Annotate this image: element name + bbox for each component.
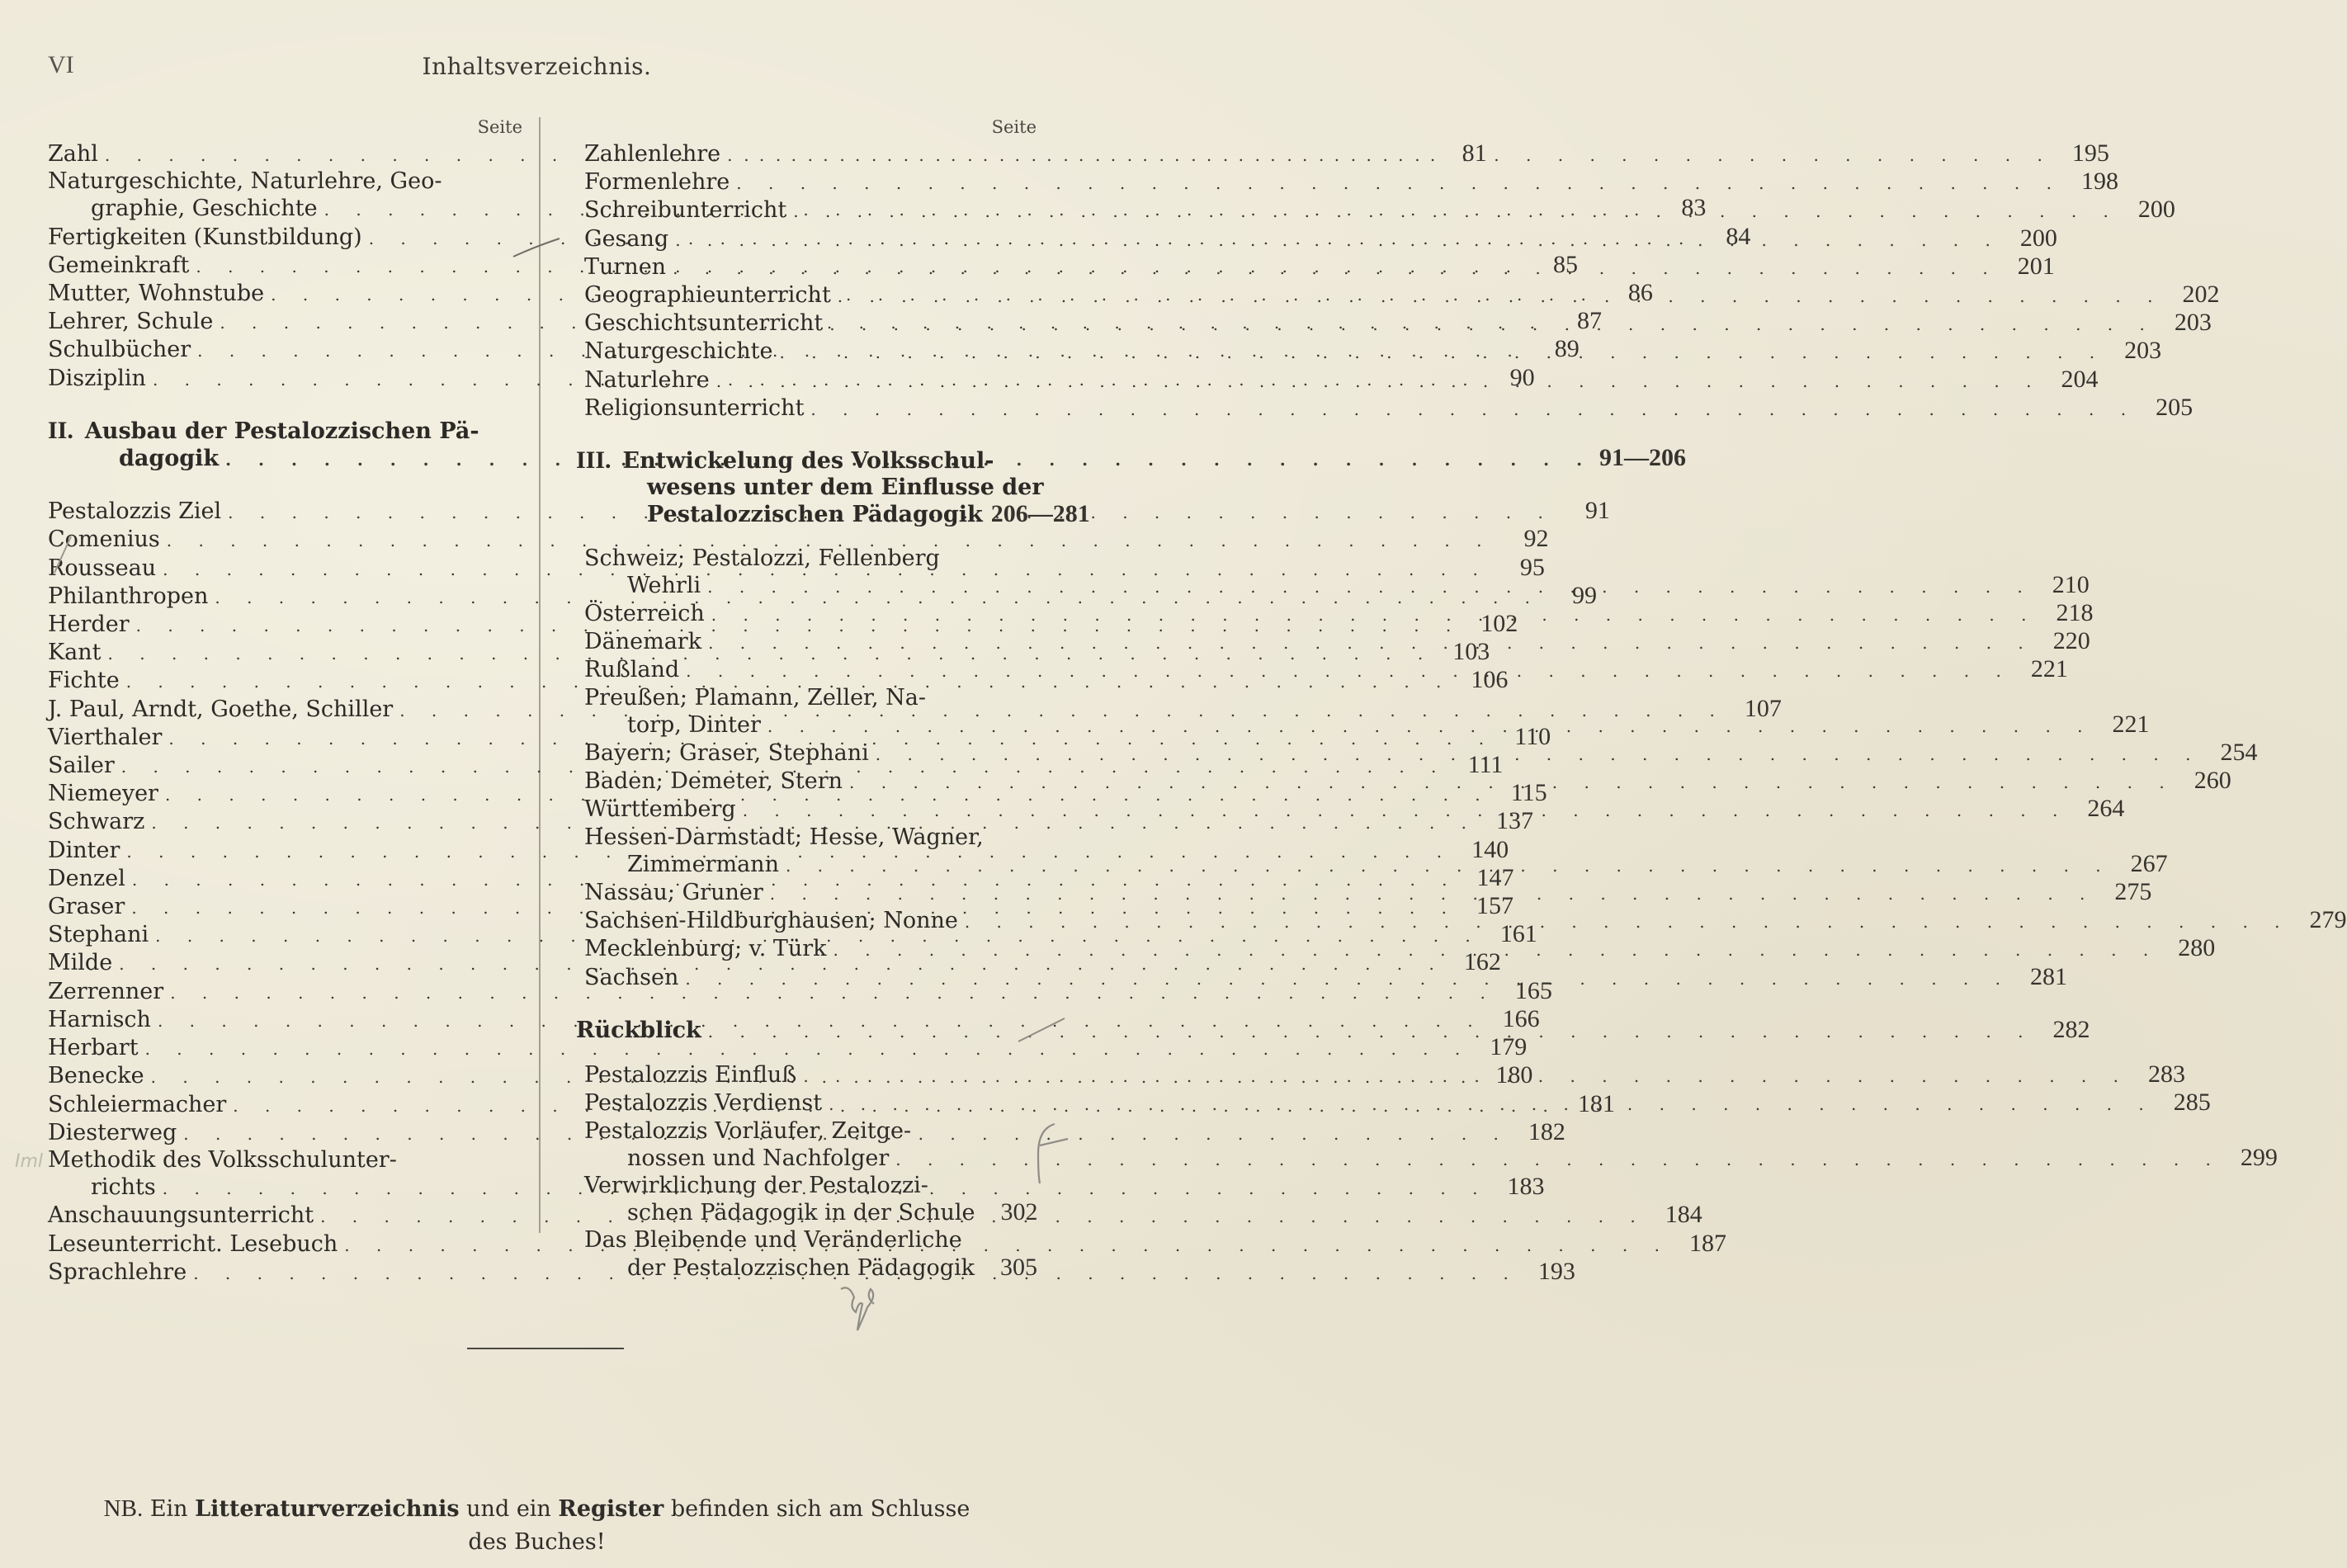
entry-page: 218 bbox=[2056, 599, 2094, 627]
entry-page: 147 bbox=[1476, 863, 1514, 891]
entry-title: Fichte bbox=[48, 668, 120, 694]
entry-page: 84 bbox=[1726, 222, 1751, 250]
entry-title: Bayern; Graser, Stephani bbox=[584, 740, 869, 767]
pencil-note-left: Iml bbox=[15, 1151, 44, 1172]
entry-title: Naturlehre bbox=[584, 366, 710, 393]
entry-page: 180 bbox=[1495, 1061, 1533, 1089]
entry-title-continuation: der Pestalozzischen Pädagogik bbox=[627, 1254, 975, 1281]
entry-title: Zerrenner bbox=[48, 978, 164, 1004]
section-title-line2: wesens unter dem Einflusse der bbox=[647, 475, 1044, 501]
note-text: befinden sich am Schlusse bbox=[670, 1496, 970, 1522]
horizontal-rule bbox=[467, 1348, 624, 1349]
entry-title: Kant bbox=[48, 640, 102, 666]
entry-title: Leseunterricht. Lesebuch bbox=[48, 1230, 338, 1257]
seite-label: Seite bbox=[991, 117, 1037, 137]
entry-title: Österreich bbox=[584, 601, 705, 627]
entry-page: 110 bbox=[1514, 722, 1551, 750]
running-title: Inhaltsverzeichnis. bbox=[422, 53, 652, 80]
entry-page: 280 bbox=[2178, 934, 2216, 962]
section-title-line3: Pestalozzischen Pädagogik bbox=[647, 502, 983, 528]
entry-page: 91 bbox=[1584, 497, 1610, 525]
entry-title: Herbart bbox=[48, 1035, 139, 1061]
entry-page: 184 bbox=[1665, 1201, 1702, 1229]
entry-page: 202 bbox=[2182, 281, 2220, 309]
note-line2: des Buches! bbox=[468, 1529, 606, 1555]
entry-page: 183 bbox=[1507, 1173, 1545, 1201]
note-text: und ein bbox=[466, 1496, 551, 1522]
note-text: Ein bbox=[149, 1496, 188, 1522]
entry-page: 260 bbox=[2194, 767, 2231, 795]
entry-title: Sailer bbox=[48, 753, 115, 779]
section-title: Entwickelung des Volksschul- bbox=[622, 448, 994, 475]
footer-note bbox=[0, 1492, 1074, 1559]
entry-page: 162 bbox=[1463, 948, 1501, 976]
entry-page: 89 bbox=[1554, 335, 1580, 363]
entry-page: 195 bbox=[2071, 139, 2109, 167]
entry-title: Pestalozzis Einfluß bbox=[584, 1062, 797, 1089]
dot-leader bbox=[965, 909, 2291, 935]
entry-page: 137 bbox=[1496, 807, 1534, 835]
dot-leader bbox=[876, 741, 2202, 767]
dot-leader bbox=[707, 574, 2033, 600]
entry-page: 157 bbox=[1476, 892, 1514, 920]
entry-page: 299 bbox=[2240, 1143, 2278, 1171]
entry-title: Schleiermacher bbox=[48, 1091, 227, 1117]
entry-title: Graser bbox=[48, 894, 125, 920]
entry-page: 193 bbox=[1537, 1257, 1575, 1285]
entry-title: Das Bleibende und Veränderliche bbox=[584, 1227, 962, 1254]
entry-title: Herder bbox=[48, 612, 130, 638]
entry-page: 95 bbox=[1519, 553, 1545, 581]
entry-page: 181 bbox=[1577, 1089, 1615, 1117]
dot-leader bbox=[708, 630, 2034, 656]
seite-label: Seite bbox=[477, 117, 522, 137]
entry-page: 81 bbox=[1462, 139, 1487, 167]
dot-leader bbox=[685, 966, 2011, 992]
entry-page: 264 bbox=[2087, 795, 2125, 823]
entry-page: 201 bbox=[2017, 252, 2055, 280]
dot-leader bbox=[786, 852, 2112, 879]
entry-title: Methodik des Volksschulunter- bbox=[48, 1146, 397, 1173]
pencil-scribble-icon bbox=[838, 1279, 887, 1337]
entry-title: Naturgeschichte bbox=[584, 338, 773, 365]
dot-leader bbox=[895, 1146, 2222, 1173]
dot-leader bbox=[675, 227, 2001, 253]
entry-title: Gesang bbox=[584, 225, 669, 252]
entry-page: 102 bbox=[1480, 610, 1518, 638]
entry-title-continuation: Zimmermann bbox=[627, 851, 779, 877]
entry-title-continuation: graphie, Geschichte bbox=[91, 196, 318, 222]
entry-title: Stephani bbox=[48, 922, 149, 948]
entry-title: Comenius bbox=[48, 527, 160, 553]
entry-title: Sachsen-Hildburghausen; Nonne bbox=[584, 908, 958, 934]
section-title: Rückblick bbox=[576, 1017, 701, 1043]
entry-title: Württemberg bbox=[584, 796, 736, 823]
entry-title: Gemeinkraft bbox=[48, 252, 190, 278]
entry-title: Vierthaler bbox=[48, 724, 163, 750]
entry-title: Geschichtsunterricht bbox=[584, 310, 824, 337]
dot-leader bbox=[829, 311, 2156, 338]
entry-page: 205 bbox=[2156, 393, 2194, 421]
entry-page: 161 bbox=[1499, 920, 1537, 948]
entry-title: Verwirklichung der Pestalozzi- bbox=[584, 1172, 928, 1198]
entry-title: Denzel bbox=[48, 865, 125, 891]
entry-page: 203 bbox=[2124, 337, 2162, 365]
entry-page: 281 bbox=[2030, 962, 2067, 990]
entry-page: 279 bbox=[2309, 906, 2347, 934]
entry-title-continuation: richts bbox=[91, 1174, 156, 1201]
toc-entry[interactable] bbox=[584, 1227, 1037, 1282]
pencil-tick-icon bbox=[1017, 1017, 1066, 1046]
entry-page: 106 bbox=[1471, 666, 1509, 694]
entry-title: J. Paul, Arndt, Goethe, Schiller bbox=[48, 696, 394, 722]
page-number: VI bbox=[48, 51, 74, 78]
dot-leader bbox=[838, 283, 2164, 309]
entry-title: Schweiz; Pestalozzi, Fellenberg bbox=[584, 545, 940, 571]
dot-leader bbox=[833, 937, 2160, 963]
entry-page: 86 bbox=[1627, 279, 1653, 307]
toc-entry[interactable] bbox=[48, 1033, 1528, 1062]
entry-title: Disziplin bbox=[48, 365, 146, 391]
entry-page: 107 bbox=[1744, 694, 1782, 722]
dot-leader bbox=[779, 339, 2105, 366]
entry-page: 165 bbox=[1514, 976, 1552, 1004]
page-range: 91—206 bbox=[1599, 444, 1687, 472]
dot-leader bbox=[770, 881, 2096, 907]
section-heading-iii[interactable] bbox=[576, 446, 1090, 529]
section-title: Ausbau der Pestalozzischen Pä- bbox=[84, 418, 479, 444]
entry-page: 267 bbox=[2130, 849, 2168, 877]
entry-title-continuation: nossen und Nachfolger bbox=[627, 1145, 890, 1171]
entry-page: 210 bbox=[2052, 570, 2090, 598]
entry-page: 198 bbox=[2080, 168, 2118, 196]
entry-title: Formenlehre bbox=[584, 169, 730, 196]
entry-page: 203 bbox=[2174, 309, 2212, 337]
entry-title: Schreibunterricht bbox=[584, 197, 787, 224]
entry-title: Pestalozzis Verdienst bbox=[584, 1090, 823, 1117]
entry-title: Dinter bbox=[48, 837, 120, 863]
page-number: 282 bbox=[2052, 1015, 2090, 1043]
pencil-slash-icon bbox=[50, 535, 74, 576]
entry-page: 200 bbox=[2137, 196, 2175, 224]
entry-page: 221 bbox=[2030, 655, 2068, 683]
note-bold-register: Register bbox=[558, 1496, 664, 1522]
pencil-bracket-icon bbox=[1030, 1121, 1071, 1187]
dot-leader bbox=[743, 797, 2069, 824]
entry-page: 283 bbox=[2148, 1060, 2185, 1089]
entry-page: 204 bbox=[2061, 365, 2099, 393]
entry-page: 179 bbox=[1490, 1033, 1528, 1061]
entry-title: Fertigkeiten (Kunstbildung) bbox=[48, 224, 362, 250]
dot-leader bbox=[810, 396, 2137, 423]
entry-page: 99 bbox=[1572, 581, 1598, 609]
dot-leader bbox=[767, 713, 2094, 739]
entry-title-continuation: schen Pädagogik in der Schule bbox=[627, 1200, 975, 1226]
entry-title: Niemeyer bbox=[48, 781, 158, 807]
entry-page: 302 bbox=[1000, 1198, 1038, 1226]
pencil-tick-icon bbox=[512, 235, 561, 260]
entry-page: 87 bbox=[1576, 307, 1602, 335]
dot-leader bbox=[711, 602, 2038, 628]
dot-leader bbox=[736, 170, 2062, 196]
entry-title: Sprachlehre bbox=[48, 1259, 187, 1285]
section-title-continuation: dagogik bbox=[119, 446, 220, 472]
dot-leader bbox=[849, 769, 2175, 796]
entry-title: Pestalozzis Vorläufer, Zeitge- bbox=[584, 1117, 912, 1144]
entry-title: Diesterweg bbox=[48, 1119, 177, 1145]
dot-leader bbox=[716, 368, 2042, 394]
entry-page: 111 bbox=[1467, 751, 1504, 779]
note-prefix: NB. bbox=[103, 1495, 144, 1522]
toc-entry[interactable] bbox=[584, 168, 2118, 196]
section-numeral: III. bbox=[576, 446, 612, 475]
entry-title: Naturgeschichte, Naturlehre, Geo- bbox=[48, 168, 442, 195]
entry-title: Sachsen bbox=[584, 964, 679, 990]
entry-title: Lehrer, Schule bbox=[48, 309, 214, 335]
entry-page: 200 bbox=[2019, 224, 2057, 252]
entry-title: Mecklenburg; v. Türk bbox=[584, 936, 827, 962]
entry-title: Geographieunterricht bbox=[584, 282, 831, 309]
entry-title: Religionsunterricht bbox=[584, 394, 805, 421]
entry-title: Hessen-Darmstadt; Hesse, Wagner, bbox=[584, 824, 984, 850]
entry-title: Zahl bbox=[48, 141, 98, 167]
entry-page: 90 bbox=[1509, 363, 1535, 391]
entry-title: Schulbücher bbox=[48, 337, 191, 363]
dot-leader bbox=[708, 1018, 2034, 1045]
entry-title: Dänemark bbox=[584, 629, 702, 655]
entry-title: Preußen; Plamann, Zeller, Na- bbox=[584, 684, 927, 711]
entry-title: Benecke bbox=[48, 1063, 144, 1089]
entry-title: Turnen bbox=[584, 253, 667, 280]
entry-page: 305 bbox=[1000, 1253, 1038, 1281]
entry-page: 166 bbox=[1502, 1004, 1540, 1032]
entry-page: 140 bbox=[1471, 835, 1509, 863]
entry-title: Nassau; Gruner bbox=[584, 880, 763, 906]
entry-page: 115 bbox=[1510, 779, 1547, 807]
entry-page: 182 bbox=[1528, 1117, 1565, 1145]
note-bold-literature: Litteraturverzeichnis bbox=[195, 1496, 460, 1522]
section-numeral: II. bbox=[48, 416, 73, 444]
entry-title: Milde bbox=[48, 950, 113, 976]
entry-title-continuation: Wehrli bbox=[627, 572, 701, 598]
dot-leader bbox=[829, 1091, 2155, 1117]
entry-title: Zahlenlehre bbox=[584, 141, 721, 167]
entry-title: Baden; Demeter, Stern bbox=[584, 768, 843, 795]
toc-entry[interactable] bbox=[48, 525, 1549, 554]
entry-page: 275 bbox=[2114, 878, 2152, 906]
entry-page: 221 bbox=[2112, 710, 2150, 738]
entry-title: Pestalozzis Ziel bbox=[48, 498, 222, 525]
entry-page: 83 bbox=[1681, 194, 1707, 222]
entry-page: 187 bbox=[1688, 1229, 1726, 1257]
entry-title: Anschauungsunterricht bbox=[48, 1202, 314, 1229]
entry-title: Harnisch bbox=[48, 1006, 151, 1032]
entry-title-continuation: torp, Dinter bbox=[627, 711, 761, 738]
entry-title: Mutter, Wohnstube bbox=[48, 281, 265, 307]
entry-title: Schwarz bbox=[48, 809, 145, 835]
entry-title: Rousseau bbox=[48, 555, 157, 581]
entry-page: 92 bbox=[1523, 525, 1549, 553]
entry-page: 103 bbox=[1452, 638, 1490, 666]
toc-entry[interactable] bbox=[584, 393, 2194, 423]
entry-page: 220 bbox=[2052, 627, 2090, 655]
entry-page: 85 bbox=[1553, 250, 1579, 278]
dot-leader bbox=[727, 139, 2053, 168]
dot-leader bbox=[803, 1063, 2129, 1089]
entry-page: 285 bbox=[2173, 1089, 2211, 1117]
toc-entry[interactable] bbox=[584, 1173, 1037, 1227]
entry-page: 254 bbox=[2220, 739, 2258, 767]
page-range: 206—281 bbox=[990, 500, 1090, 528]
dot-leader bbox=[793, 198, 2119, 224]
entry-title: Philanthropen bbox=[48, 583, 209, 609]
dot-leader bbox=[673, 255, 1999, 281]
entry-title: Rußland bbox=[584, 657, 680, 683]
dot-leader bbox=[686, 658, 2012, 684]
